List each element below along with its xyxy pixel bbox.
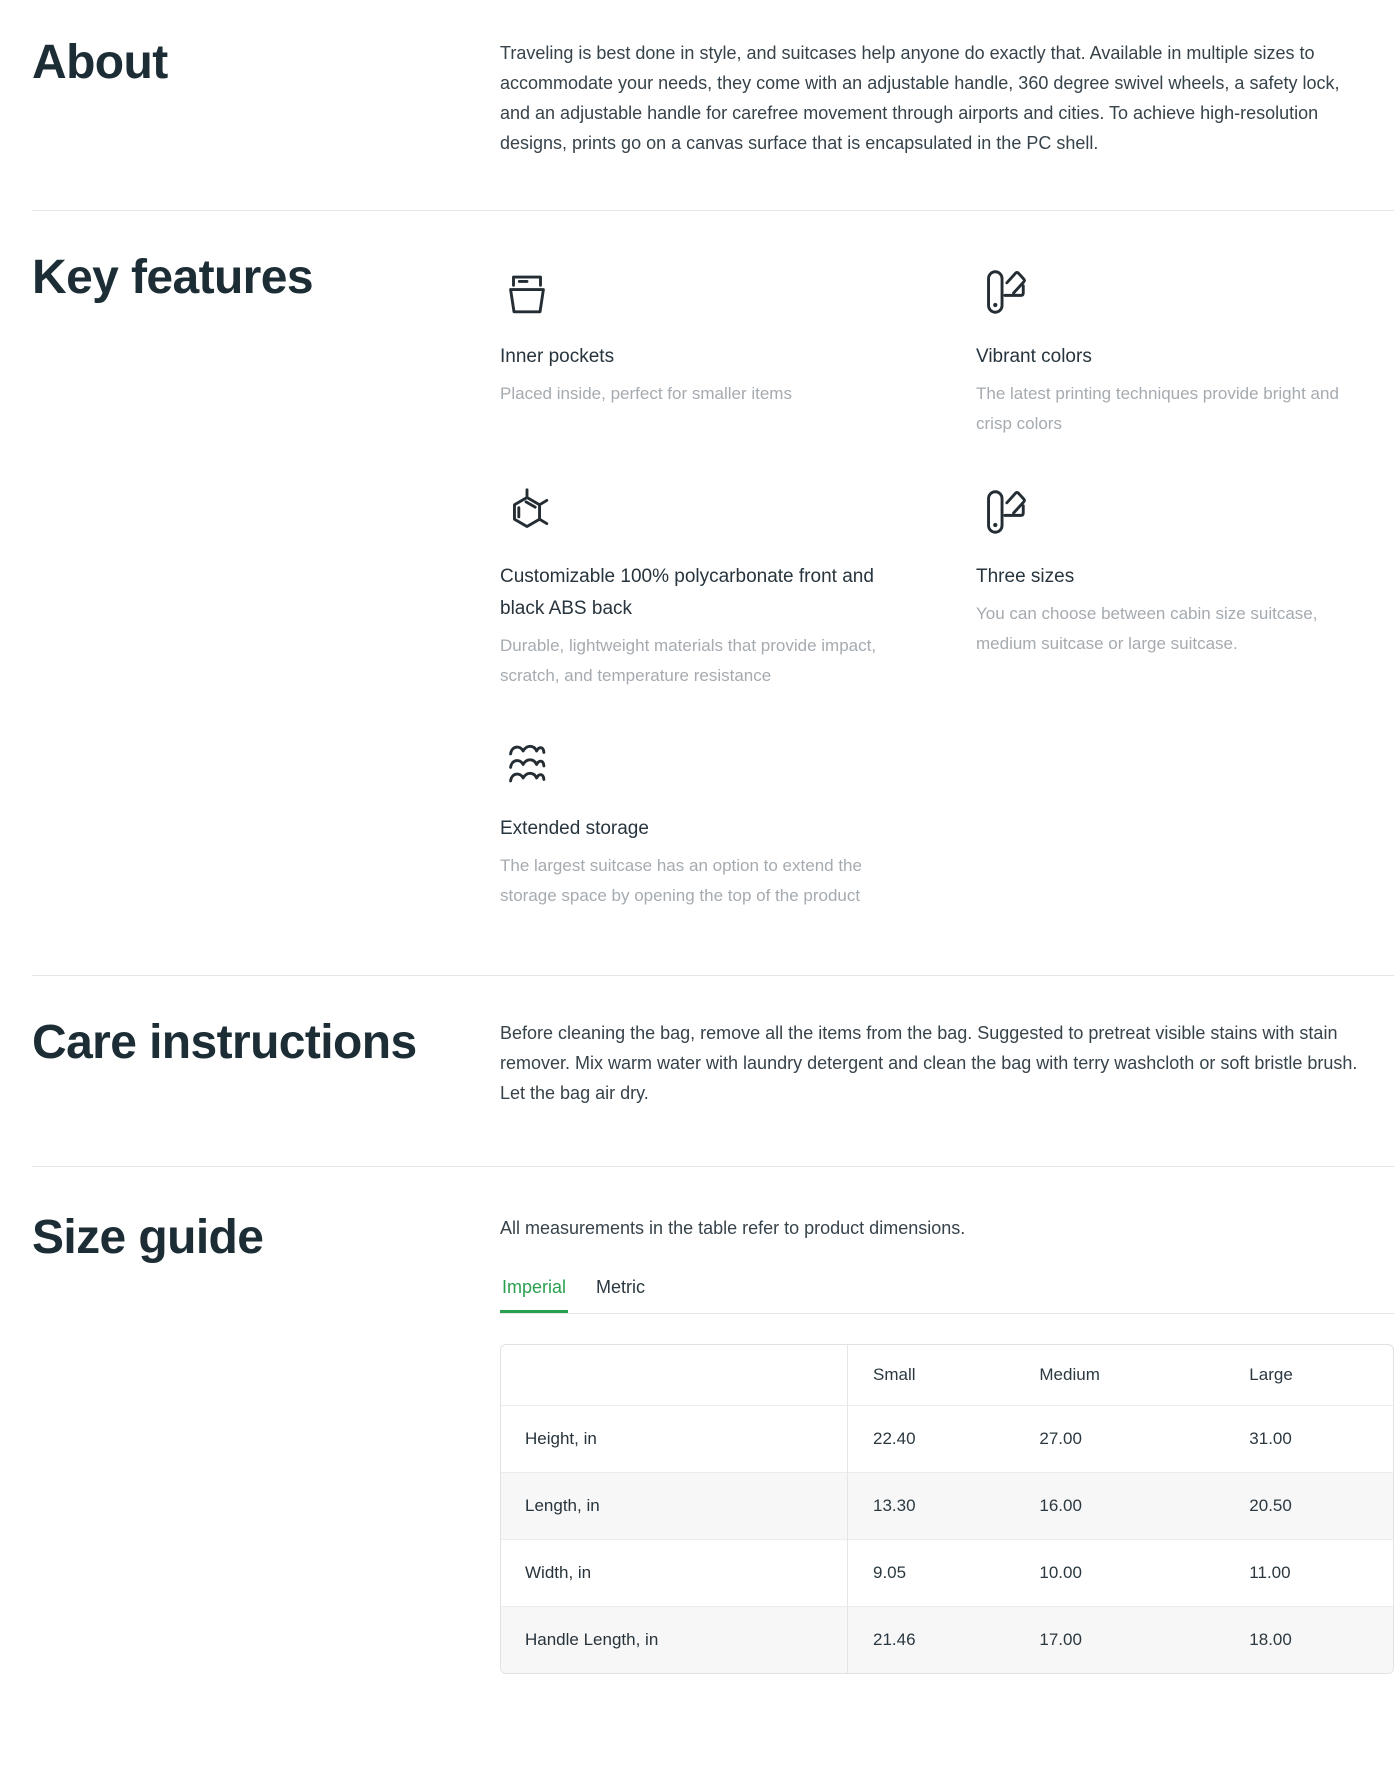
cell-value: 10.00 xyxy=(1014,1539,1224,1606)
feature-customizable-shell xyxy=(500,485,920,691)
cell-value: 11.00 xyxy=(1224,1539,1393,1606)
feature-description: Durable, lightweight materials that provide impact, scratch, and temperature resistance xyxy=(500,636,877,685)
table-header-medium: Medium xyxy=(1039,1365,1100,1384)
care-instructions-section xyxy=(0,976,1400,1166)
row-label-width: Width, in xyxy=(501,1539,848,1606)
feature-description: The largest suitcase has an option to extend the storage space by opening the top of the product xyxy=(500,856,862,905)
key-features-section xyxy=(0,211,1400,975)
feature-description: The latest printing techniques provide bright and crisp colors xyxy=(976,384,1339,433)
row-label-length: Length, in xyxy=(501,1472,848,1539)
feature-title: Vibrant colors xyxy=(976,346,1092,367)
table-row xyxy=(501,1472,1393,1539)
feature-title: Extended storage xyxy=(500,818,649,839)
size-guide-content xyxy=(500,1211,1394,1674)
units-tab-bar xyxy=(500,1277,1394,1314)
polymer-molecule-icon xyxy=(500,485,554,539)
feature-description: You can choose between cabin size suitcase, medium suitcase or large suitcase. xyxy=(976,604,1318,653)
feature-title: Inner pockets xyxy=(500,346,615,367)
care-instructions-text: Before cleaning the bag, remove all the items from the bag. Suggested to pretreat visible stains with stain remover. Mix warm water with laundry detergent and clean the bag with terry washcloth or soft bristle brush. Let the bag air dry. xyxy=(500,1023,1358,1103)
row-label-height: Height, in xyxy=(501,1405,848,1472)
color-swatches-icon xyxy=(976,265,1030,319)
cell-value: 31.00 xyxy=(1224,1405,1393,1472)
table-row xyxy=(501,1539,1393,1606)
table-header-row xyxy=(501,1345,1393,1405)
cell-value: 9.05 xyxy=(848,1539,1014,1606)
cell-value: 20.50 xyxy=(1224,1472,1393,1539)
care-instructions-title: Care instructions xyxy=(32,1016,417,1069)
about-title: About xyxy=(32,36,168,89)
cell-value: 18.00 xyxy=(1224,1606,1393,1673)
tab-metric[interactable]: Metric xyxy=(596,1277,646,1297)
about-section xyxy=(0,0,1400,210)
size-guide-section xyxy=(0,1167,1400,1724)
cell-value: 13.30 xyxy=(848,1472,1014,1539)
features-grid xyxy=(500,265,1394,911)
table-row xyxy=(501,1405,1393,1472)
feature-three-sizes xyxy=(976,485,1368,691)
size-guide-title: Size guide xyxy=(32,1211,264,1264)
cell-value: 16.00 xyxy=(1014,1472,1224,1539)
key-features-title: Key features xyxy=(32,251,313,304)
feature-extended-storage xyxy=(500,737,920,911)
cell-value: 22.40 xyxy=(848,1405,1014,1472)
color-swatches-icon xyxy=(976,485,1030,539)
cell-value: 27.00 xyxy=(1014,1405,1224,1472)
table-header-empty xyxy=(501,1345,848,1405)
row-label-handle-length: Handle Length, in xyxy=(501,1606,848,1673)
tab-imperial[interactable]: Imperial xyxy=(500,1277,568,1313)
cell-value: 17.00 xyxy=(1014,1606,1224,1673)
cell-value: 21.46 xyxy=(848,1606,1014,1673)
table-header-small: Small xyxy=(873,1365,916,1384)
table-header-large: Large xyxy=(1249,1365,1293,1384)
feature-title: Three sizes xyxy=(976,566,1075,587)
about-text: Traveling is best done in style, and suitcases help anyone do exactly that. Available in multiple sizes to accommodate your needs, they come with an adjustable handle, 360 degree swivel wheels, a safety lock, and an adjustable handle for carefree movement through airports and cities. To achieve high-resolution designs, prints go on a canvas surface that is encapsulated in the PC shell. xyxy=(500,43,1340,153)
fabric-waves-icon xyxy=(500,737,554,791)
feature-description: Placed inside, perfect for smaller items xyxy=(500,384,792,403)
inner-pockets-icon xyxy=(500,265,554,319)
size-guide-table xyxy=(500,1344,1394,1674)
feature-inner-pockets xyxy=(500,265,920,439)
size-guide-intro: All measurements in the table refer to product dimensions. xyxy=(500,1218,966,1238)
feature-title: Customizable 100% polycarbonate front and black ABS back xyxy=(500,566,874,619)
feature-vibrant-colors xyxy=(976,265,1368,439)
table-row xyxy=(501,1606,1393,1673)
